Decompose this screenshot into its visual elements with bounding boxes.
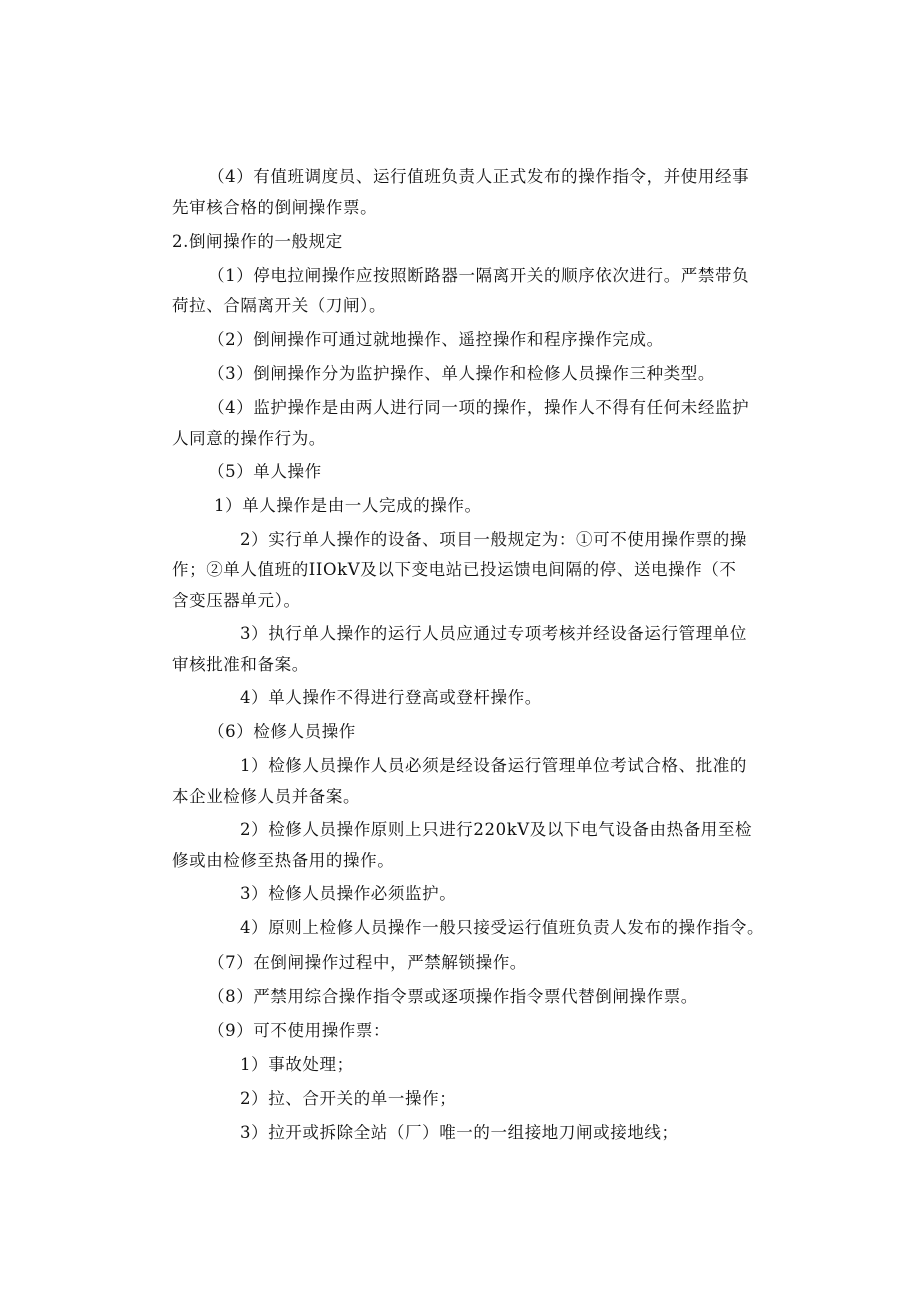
paragraph-20: 1）事故处理；	[240, 1055, 354, 1074]
paragraph-6-line-1: （4）监护操作是由两人进行同一项的操作，操作人不得有任何未经监护	[208, 398, 750, 417]
paragraph-21: 2）拉、合开关的单一操作；	[240, 1089, 457, 1108]
paragraph-9-line-1: 2）实行单人操作的设备、项目一般规定为：①可不使用操作票的操	[240, 530, 747, 549]
paragraph-13-line-1: 1）检修人员操作人员必须是经设备运行管理单位考试合格、批准的	[240, 756, 747, 775]
paragraph-3-line-1: （1）停电拉闸操作应按照断路器一隔离开关的顺序依次进行。严禁带负	[208, 266, 750, 285]
section-heading: 2.倒闸操作的一般规定	[172, 232, 343, 251]
paragraph-14-line-2: 修或由检修至热备用的操作。	[172, 851, 395, 870]
paragraph-9-line-3: 含变压器单元）。	[172, 591, 301, 610]
paragraph-15: 3）检修人员操作必须监护。	[240, 884, 457, 903]
paragraph-9-line-2: 作；②单人值班的IIOkV及以下变电站已投运馈电间隔的停、送电操作（不	[172, 560, 737, 579]
paragraph-7: （5）单人操作	[208, 462, 322, 481]
paragraph-1-line-1: （4）有值班调度员、运行值班负责人正式发布的操作指令，并使用经事	[208, 167, 750, 186]
paragraph-11: 4）单人操作不得进行登高或登杆操作。	[240, 688, 542, 707]
paragraph-14-line-1: 2）检修人员操作原则上只进行220kV及以下电气设备由热备用至检	[240, 820, 753, 839]
paragraph-10-line-1: 3）执行单人操作的运行人员应通过专项考核并经设备运行管理单位	[240, 624, 747, 643]
paragraph-5: （3）倒闸操作分为监护操作、单人操作和检修人员操作三种类型。	[208, 364, 715, 383]
paragraph-19: （9）可不使用操作票：	[208, 1021, 391, 1040]
paragraph-6-line-2: 人同意的操作行为。	[172, 429, 326, 448]
paragraph-18: （8）严禁用综合操作指令票或逐项操作指令票代替倒闸操作票。	[208, 987, 698, 1006]
paragraph-3-line-2: 荷拉、合隔离开关（刀闸）。	[172, 296, 387, 315]
paragraph-1-line-2: 先审核合格的倒闸操作票。	[172, 198, 378, 217]
paragraph-22: 3）拉开或拆除全站（厂）唯一的一组接地刀闸或接地线；	[240, 1123, 679, 1142]
paragraph-17: （7）在倒闸操作过程中，严禁解锁操作。	[208, 953, 527, 972]
paragraph-16: 4）原则上检修人员操作一般只接受运行值班负责人发布的操作指令。	[240, 918, 765, 937]
paragraph-10-line-2: 审核批准和备案。	[172, 655, 309, 674]
paragraph-13-line-2: 本企业检修人员并备案。	[172, 787, 361, 806]
paragraph-12: （6）检修人员操作	[208, 722, 356, 741]
paragraph-4: （2）倒闸操作可通过就地操作、遥控操作和程序操作完成。	[208, 330, 664, 349]
paragraph-8: 1）单人操作是由一人完成的操作。	[214, 496, 482, 515]
